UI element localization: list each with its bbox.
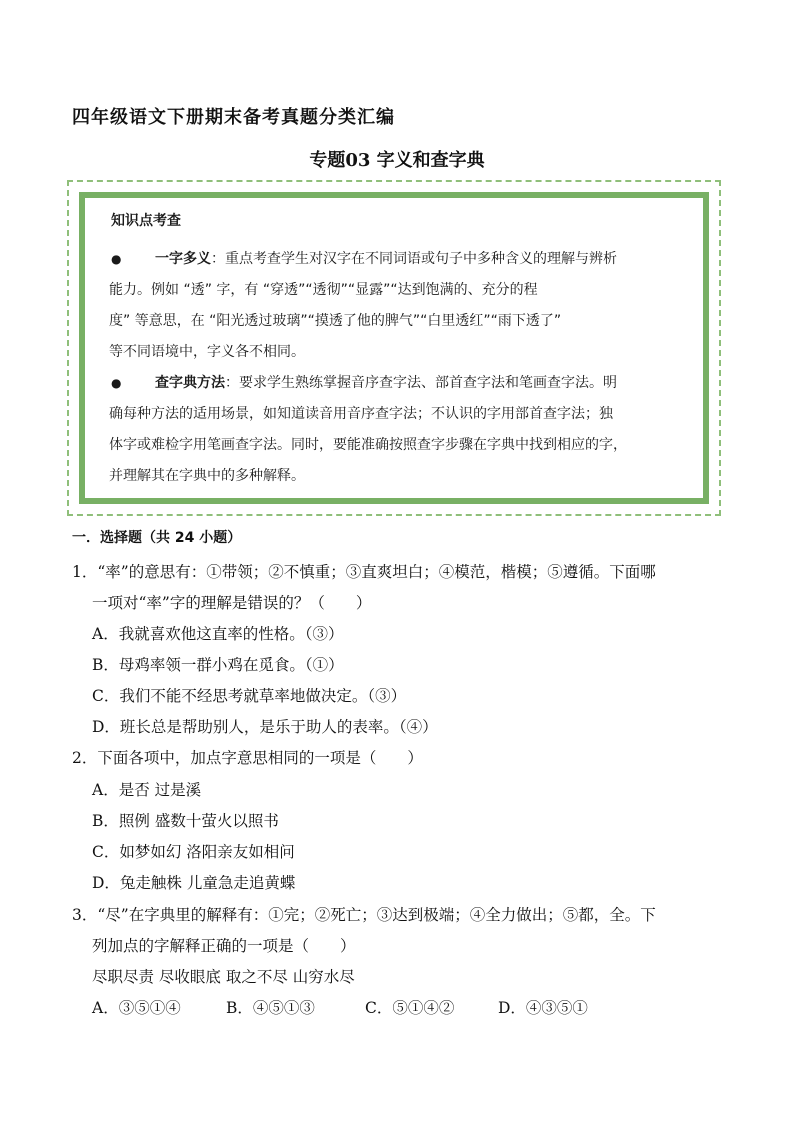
bullet-icon: ● <box>111 252 122 266</box>
option-c[interactable]: C．如梦如幻 洛阳亲友如相问 <box>92 843 295 861</box>
option-b[interactable]: B．④⑤①③ <box>226 999 315 1017</box>
option-a[interactable]: A．③⑤①④ <box>92 999 181 1017</box>
option-b[interactable]: B．母鸡率领一群小鸡在觅食。（①） <box>92 656 344 674</box>
knowledge-box <box>79 192 709 504</box>
option-d[interactable]: D．④③⑤① <box>498 999 588 1017</box>
knowledge-point-text: 并理解其在字典中的多种解释。 <box>109 468 305 484</box>
question-text: 1．“率”的意思有：①带领；②不慎重；③直爽坦白；④模范，楷模；⑤遵循。下面哪 <box>72 563 656 581</box>
option-a[interactable]: A．我就喜欢他这直率的性格。（③） <box>92 625 344 643</box>
option-d[interactable]: D．兔走触株 儿童急走追黄蝶 <box>92 874 296 892</box>
option-c[interactable]: C．⑤①④② <box>365 999 455 1017</box>
knowledge-point <box>109 368 681 492</box>
knowledge-point-text: ：要求学生熟练掌握音序查字法、部首查字法和笔画查字法。明 <box>225 375 617 391</box>
knowledge-point-lead: 一字多义 <box>155 251 211 267</box>
topic-title: 专题03 字义和查字典 <box>309 150 485 171</box>
knowledge-box-heading: 知识点考查 <box>111 213 181 229</box>
knowledge-point-text: 等不同语境中，字义各不相同。 <box>109 344 305 360</box>
knowledge-point-text: 体字或难检字用笔画查字法。同时，要能准确按照查字步骤在字典中找到相应的字， <box>109 437 627 453</box>
option-a[interactable]: A．是否 过是溪 <box>92 781 202 799</box>
question-words: 尽职尽责 尽收眼底 取之不尽 山穷水尽 <box>92 968 355 986</box>
knowledge-point <box>109 244 681 368</box>
section-heading: 一．选择题（共 24 小题） <box>72 530 242 546</box>
question-text: 3．“尽”在字典里的解释有：①完；②死亡；③达到极端；④全力做出；⑤都，全。下 <box>72 906 656 924</box>
question-text: 2．下面各项中，加点字意思相同的一项是（ ） <box>72 749 423 767</box>
option-c[interactable]: C．我们不能不经思考就草率地做决定。（③） <box>92 687 407 705</box>
knowledge-point-text: ：重点考查学生对汉字在不同词语或句子中多种含义的理解与辨析 <box>211 251 617 267</box>
knowledge-point-text: 确每种方法的适用场景，如知道读音用音序查字法；不认识的字用部首查字法；独 <box>109 406 613 422</box>
knowledge-point-text: 能力。例如 “透” 字，有 “穿透”“透彻”“显露”“达到饱满的、充分的程 <box>109 282 538 298</box>
knowledge-point-lead: 查字典方法 <box>155 375 225 391</box>
option-d[interactable]: D．班长总是帮助别人，是乐于助人的表率。（④） <box>92 718 438 736</box>
question-text: 一项对“率”字的理解是错误的？（ ） <box>92 594 372 612</box>
doc-title: 四年级语文下册期末备考真题分类汇编 <box>72 107 395 128</box>
knowledge-point-text: 度” 等意思，在 “阳光透过玻璃”“摸透了他的脾气”“白里透红”“雨下透了” <box>109 313 562 329</box>
option-b[interactable]: B．照例 盛数十萤火以照书 <box>92 812 279 830</box>
bullet-icon: ● <box>111 376 122 390</box>
question-text: 列加点的字解释正确的一项是（ ） <box>92 937 356 955</box>
